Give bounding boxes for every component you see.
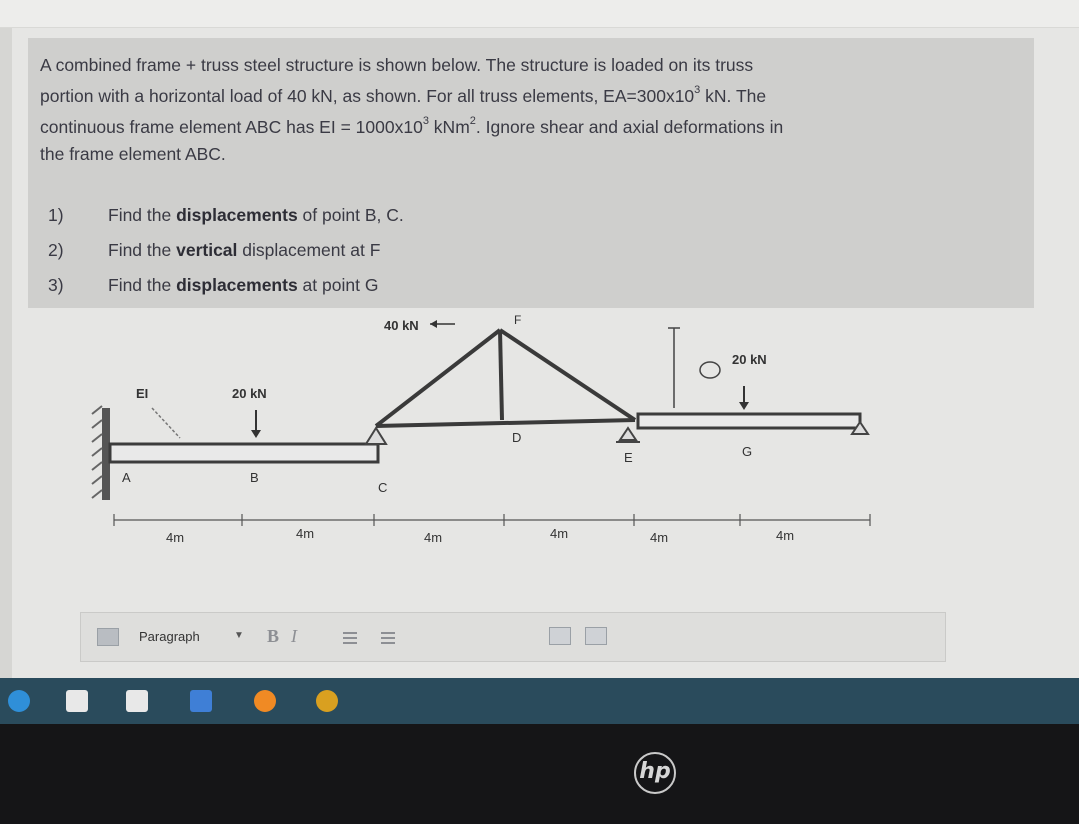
page-top-strip <box>0 0 1079 28</box>
bold-button[interactable]: B <box>267 626 280 646</box>
numbered-list-icon[interactable] <box>375 629 395 645</box>
format-select[interactable]: Paragraph <box>139 629 200 644</box>
truss-members <box>376 330 635 426</box>
question-line-3: continuous frame element ABC has EI = $1000x10^3$ kNm$^2$. Ignore shear and axial deformations in <box>40 114 784 137</box>
question-line-4: the frame element ABC. <box>40 143 226 164</box>
question-statement <box>40 52 990 168</box>
frame-beam-abc <box>110 444 378 462</box>
span-1: 4m <box>166 530 185 545</box>
label-load-b: 20 kN <box>232 386 267 401</box>
structure-diagram <box>80 310 1000 555</box>
label-a: A <box>122 470 131 485</box>
load-arrow-b <box>251 410 261 438</box>
label-f: F <box>514 313 522 327</box>
store-icon[interactable] <box>66 690 88 712</box>
span-5: 4m <box>650 530 669 545</box>
media-icon[interactable] <box>585 627 607 645</box>
ei-pointer <box>152 408 180 438</box>
span-3: 4m <box>424 530 443 545</box>
browser-content: A combined frame + truss steel structure is shown below. The structure is loaded on its truss portion with a horizontal load of 40 kN, as shown. For all truss elements, $EA=300x10^3$ kN. The continuous frame element ABC has EI = $1000x10^3$ kNm$^2$. Ignore shear and axial deformations in the frame element ABC. 1) Find the displacements of point B, C. 2) Find the vertical displacement at F 3) Find the displacements at point G EI 20 kN 40 kN 20 kN A B C D E F G 4m 4m 4m 4m 4m 4m Paragraph ▼ B I <box>0 0 1079 690</box>
mail-icon[interactable] <box>190 690 212 712</box>
label-b: B <box>250 470 259 485</box>
question-line-1: A combined frame + truss steel structure is shown below. The structure is loaded on its truss <box>40 55 754 75</box>
pin-support-e <box>616 428 640 442</box>
question-line-2: portion with a horizontal load of 40 kN, as shown. For all truss elements, $EA=300x10^3$ kN. The <box>40 84 767 106</box>
italic-button[interactable]: I <box>291 626 297 646</box>
firefox-icon[interactable] <box>254 690 276 712</box>
windows-taskbar <box>0 678 1079 724</box>
image-icon[interactable] <box>549 627 571 645</box>
label-g: G <box>742 444 753 459</box>
left-edge <box>0 28 12 690</box>
chevron-down-icon[interactable]: ▼ <box>234 630 244 641</box>
bullet-list-icon[interactable] <box>337 629 357 645</box>
label-c: C <box>378 480 388 495</box>
edge-icon[interactable] <box>8 690 30 712</box>
toolbar-toggle-icon[interactable] <box>97 628 119 646</box>
label-ei: EI <box>136 386 149 401</box>
load-arrow-g <box>739 386 749 410</box>
span-6: 4m <box>776 528 795 543</box>
label-e: E <box>624 450 633 465</box>
label-load-horizontal: 40 kN <box>384 318 419 333</box>
label-d: D <box>512 430 522 445</box>
span-2: 4m <box>296 526 315 541</box>
span-4: 4m <box>550 526 569 541</box>
beam-e-g <box>638 414 860 428</box>
pin-support-c <box>366 428 386 444</box>
dimension-line <box>114 514 870 526</box>
hp-logo: hp <box>634 752 676 794</box>
load-arrow-horizontal <box>430 320 455 328</box>
shopping-bag-icon[interactable] <box>126 690 148 712</box>
fixed-support-a <box>92 406 110 500</box>
moment-sketch <box>668 328 720 408</box>
answer-editor-toolbar <box>80 612 946 662</box>
laptop-bezel <box>0 724 1079 824</box>
label-load-g: 20 kN <box>732 352 767 367</box>
chrome-icon[interactable] <box>316 690 338 712</box>
